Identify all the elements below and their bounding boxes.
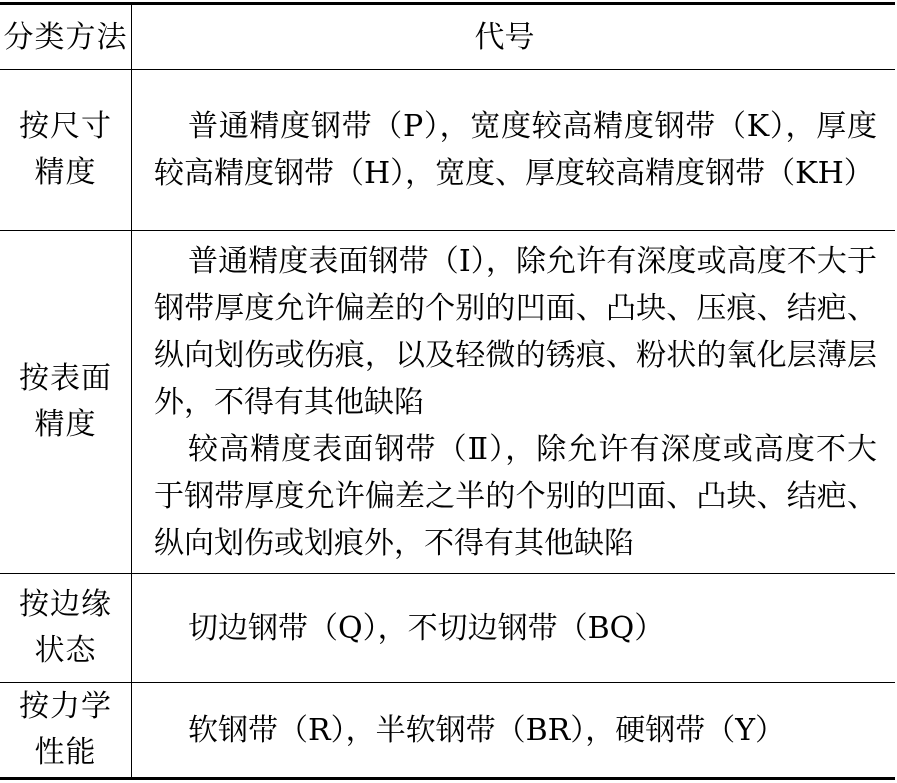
table-row (0, 70, 895, 231)
code-text-edge: 切边钢带（Q），不切边钢带（BQ） (188, 610, 665, 646)
method-label-mechanical: 按力学性能 (19, 689, 112, 770)
method-label-surface: 按表面精度 (19, 361, 112, 442)
code-cell (132, 70, 896, 231)
code-text-mechanical: 软钢带（R），半软钢带（BR），硬钢带（Y） (188, 712, 786, 748)
table-row (0, 574, 895, 683)
code-cell (132, 231, 896, 574)
header-method: 分类方法 (0, 4, 132, 70)
table-row (0, 231, 895, 574)
method-label-edge: 按边缘状态 (19, 587, 112, 668)
code-cell (132, 683, 896, 779)
header-code: 代号 (132, 4, 896, 70)
method-cell (0, 574, 132, 683)
method-cell (0, 683, 132, 779)
method-label-size: 按尺寸精度 (19, 109, 112, 190)
method-cell (0, 231, 132, 574)
code-cell (132, 574, 896, 683)
table-row (0, 683, 895, 779)
table-header-row (0, 4, 895, 70)
code-text-size: 普通精度钢带（P），宽度较高精度钢带（K），厚度较高精度钢带（H），宽度、厚度较高精度钢带（KH） (154, 109, 877, 191)
method-cell (0, 70, 132, 231)
code-text-surface-high: 较高精度表面钢带（Ⅱ），除允许有深度或高度不大于钢带厚度允许偏差之半的个别的凹面、凸块、结疤、纵向划伤或划痕外，不得有其他缺陷 (154, 431, 877, 561)
classification-table (0, 2, 895, 780)
code-text-surface-normal: 普通精度表面钢带（Ⅰ），除允许有深度或高度不大于钢带厚度允许偏差的个别的凹面、凸块、压痕、结疤、纵向划伤或伤痕，以及轻微的锈痕、粉状的氧化层薄层外，不得有其他缺陷 (154, 243, 877, 420)
